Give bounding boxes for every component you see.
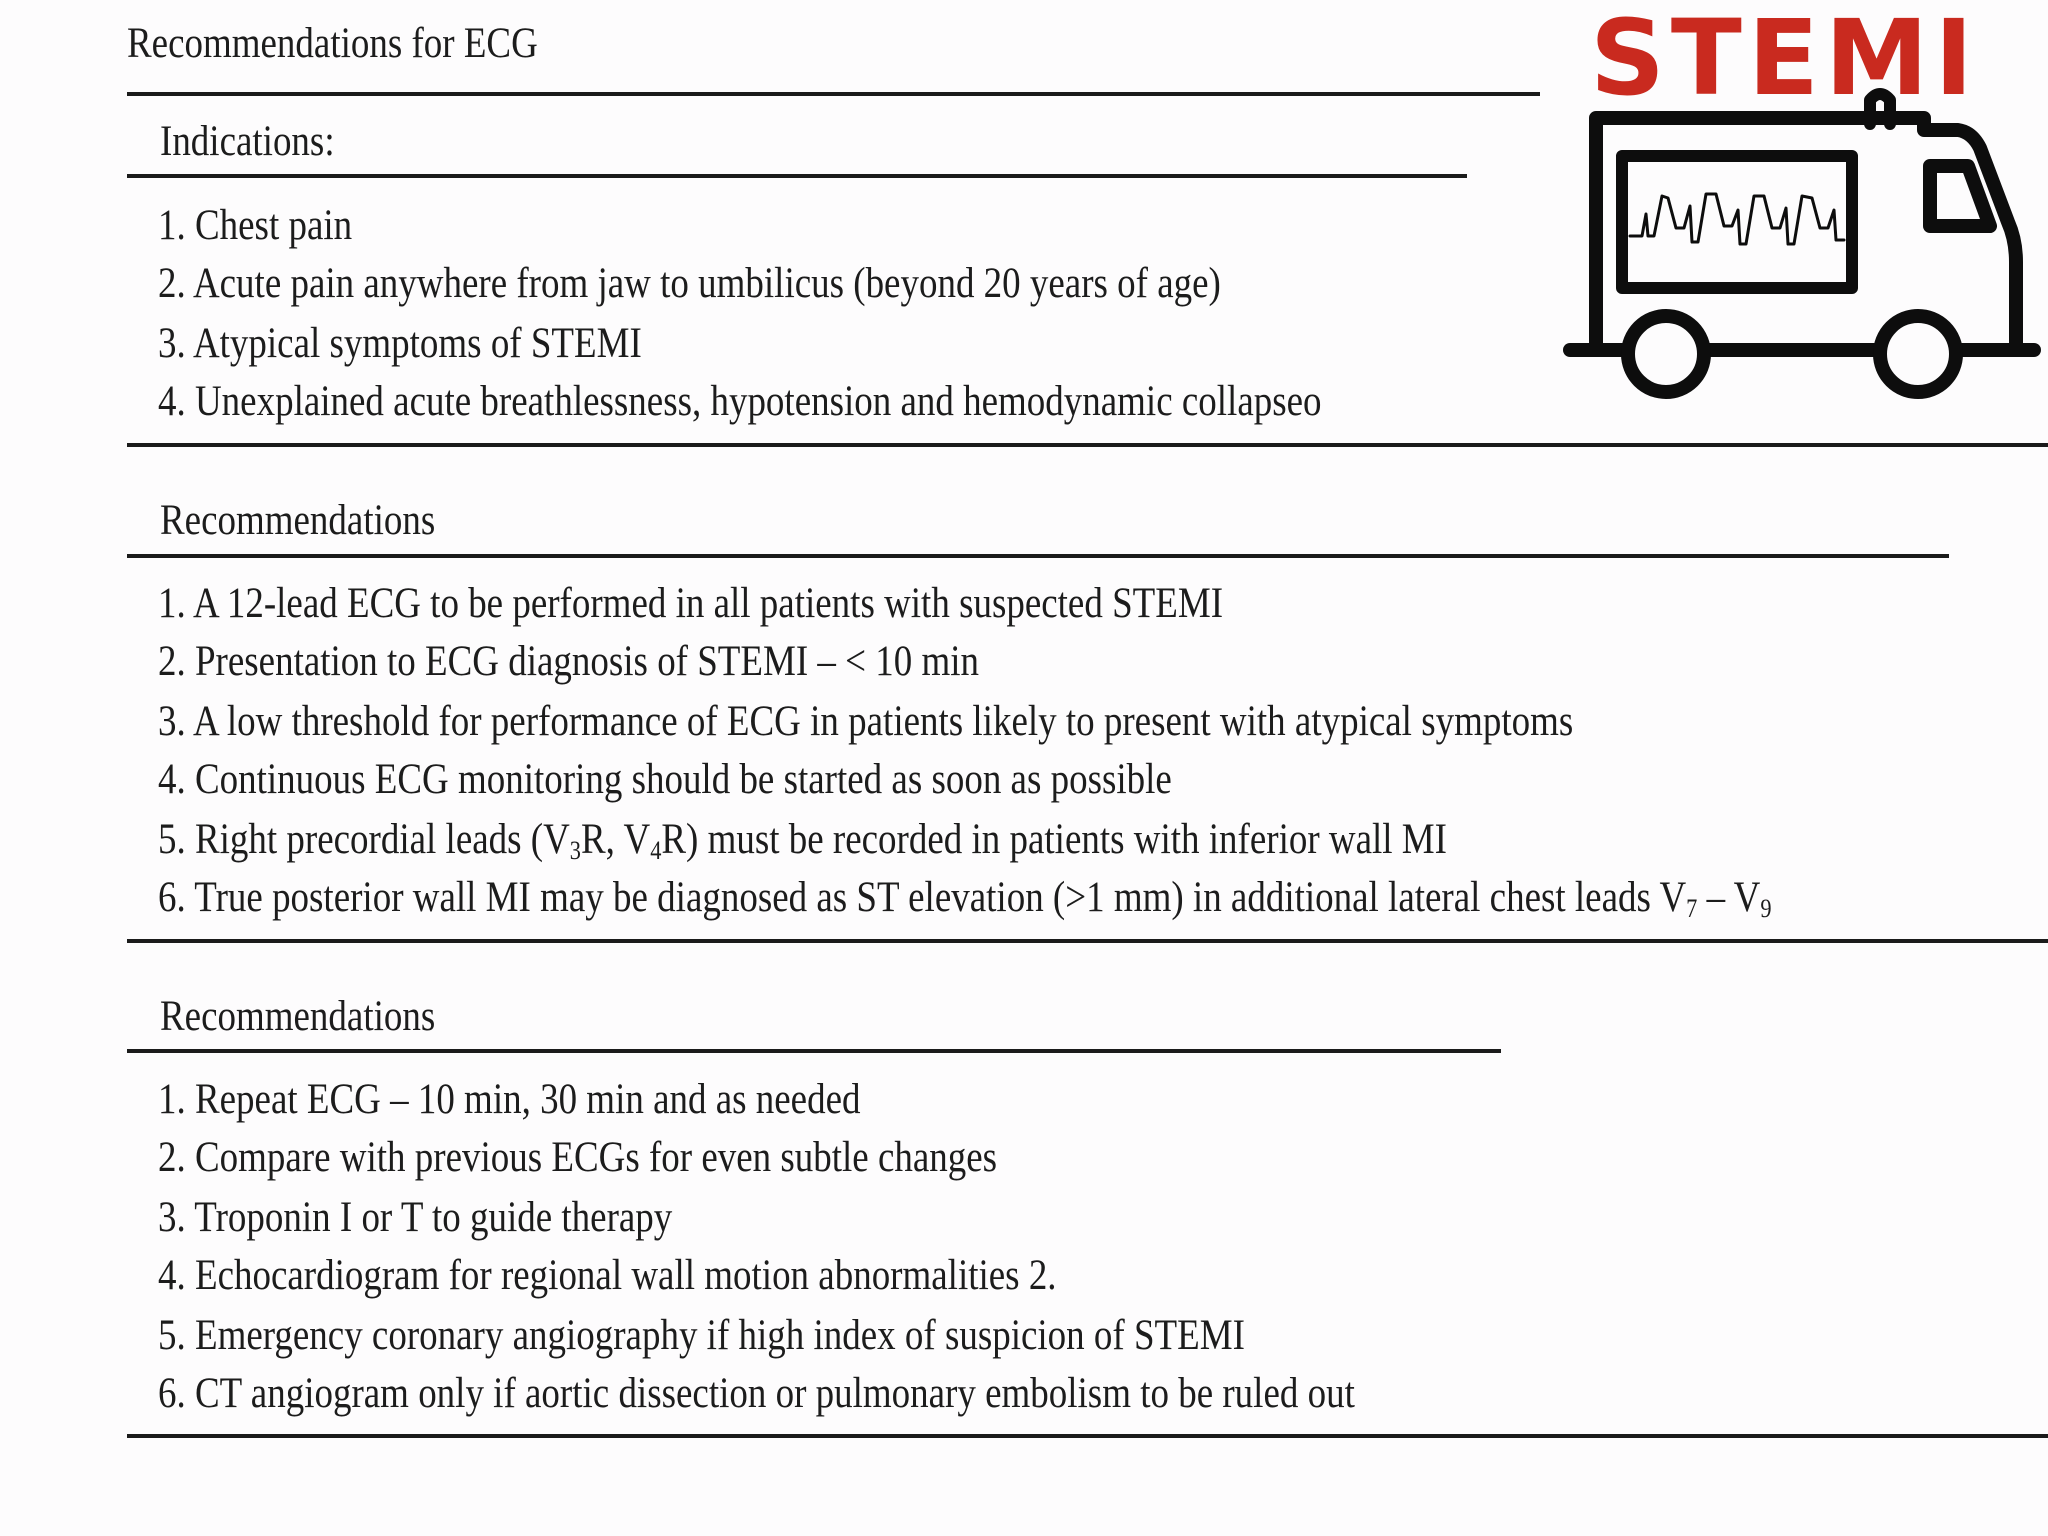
list-item: 1. Repeat ECG – 10 min, 30 min and as needed [158, 1076, 861, 1123]
list-item: 1. A 12-lead ECG to be performed in all patients with suspected STEMI [158, 580, 1224, 627]
ambulance-ecg-icon [1558, 0, 2048, 410]
list-item: 2. Acute pain anywhere from jaw to umbilicus (beyond 20 years of age) [158, 260, 1221, 307]
title-rule [127, 92, 1540, 96]
list-item: 4. Echocardiogram for regional wall motion abnormalities 2. [158, 1252, 1057, 1299]
section-divider [127, 443, 2048, 447]
list-item: 4. Continuous ECG monitoring should be started as soon as possible [158, 756, 1172, 803]
list-item: 2. Presentation to ECG diagnosis of STEMI – < 10 min [158, 638, 980, 685]
section-heading-recommendations: Recommendations [160, 993, 436, 1040]
list-item: 4. Unexplained acute breathlessness, hypotension and hemodynamic collapseo [158, 378, 1322, 425]
list-item: 6. True posterior wall MI may be diagnosed as ST elevation (>1 mm) in additional lateral chest leads $V_7 - V_9$ [158, 874, 1772, 923]
list-item: 3. Atypical symptoms of STEMI [158, 320, 642, 367]
list-item: 2. Compare with previous ECGs for even subtle changes [158, 1134, 998, 1181]
list-item: 5. Emergency coronary angiography if high index of suspicion of STEMI [158, 1312, 1245, 1359]
list-item: 5. Right precordial leads ($V_3R$, $V_4R$) must be recorded in patients with inferior wall MI [158, 816, 1448, 865]
section-heading-rule [127, 554, 1949, 558]
section-heading-rule [127, 1049, 1501, 1053]
list-item: 6. CT angiogram only if aortic dissection or pulmonary embolism to be ruled out [158, 1370, 1355, 1417]
document-title: Recommendations for ECG [127, 20, 538, 67]
section-divider [127, 939, 2048, 943]
section-heading-recommendations: Recommendations [160, 497, 436, 544]
section-heading-rule [127, 174, 1467, 178]
section-heading-indications: Indications: [160, 118, 335, 165]
list-item: 3. Troponin I or T to guide therapy [158, 1194, 673, 1241]
stemi-logo [1558, 0, 2048, 410]
list-item: 3. A low threshold for performance of ECG in patients likely to present with atypical symptoms [158, 698, 1574, 745]
stemi-logo-text: STEMI [1590, 0, 1980, 119]
list-item: 1. Chest pain [158, 202, 353, 249]
section-divider [127, 1434, 2048, 1438]
